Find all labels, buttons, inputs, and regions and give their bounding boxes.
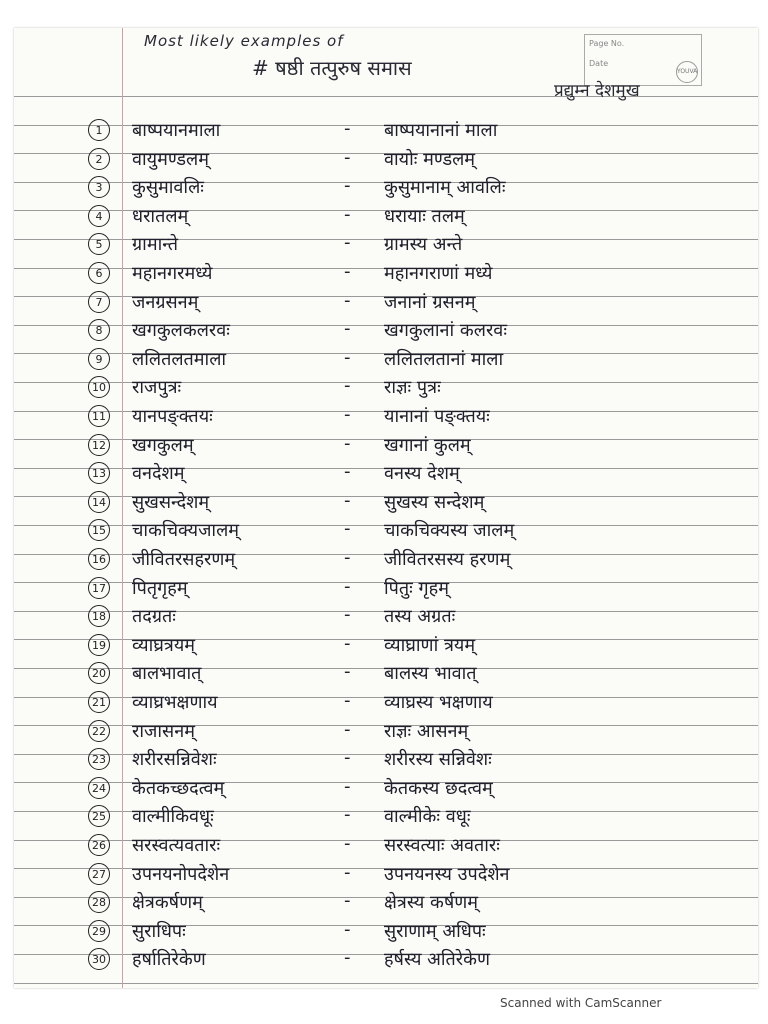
compound-word: वायुमण्डलम् <box>132 148 210 170</box>
compound-word: जीवितरसहरणम् <box>132 549 236 570</box>
page-no-label: Page No. <box>589 39 625 48</box>
list-item <box>14 173 758 201</box>
compound-word: बालभावात् <box>132 663 202 685</box>
compound-word: शरीरसन्निवेशः <box>132 749 217 771</box>
compound-word: वाल्मीकिवधूः <box>132 806 214 828</box>
vigraha-phrase: धरायाः तलम् <box>384 205 465 227</box>
separator-dash: - <box>344 833 351 854</box>
separator-dash: - <box>344 918 351 940</box>
notebook-logo: YOUVA <box>676 61 698 83</box>
item-number: 21 <box>88 691 110 713</box>
compound-word: राजपुत्रः <box>132 377 182 399</box>
vigraha-phrase: पितुः गृहम् <box>384 577 449 599</box>
vigraha-phrase: वायोः मण्डलम् <box>384 148 476 170</box>
separator-dash: - <box>344 375 351 397</box>
item-number: 4 <box>88 205 110 227</box>
compound-word: हर्षातिरेकेण <box>132 949 206 971</box>
compound-word: राजासनम् <box>132 720 195 742</box>
item-number: 29 <box>88 920 110 942</box>
vigraha-phrase: सुखस्य सन्देशम् <box>384 491 485 513</box>
list-item <box>14 202 758 230</box>
item-number: 2 <box>88 148 110 170</box>
separator-dash: - <box>344 890 351 912</box>
vigraha-phrase: ललितलतानां माला <box>384 348 504 370</box>
separator-dash: - <box>344 232 351 254</box>
vigraha-phrase: क्षेत्रस्य कर्षणम् <box>384 892 479 914</box>
item-number: 16 <box>88 548 110 570</box>
compound-word: बाष्पयानमाला <box>132 120 221 141</box>
vigraha-phrase: बालस्य भावात् <box>384 663 477 685</box>
compound-word: जनग्रसनम् <box>132 291 199 313</box>
separator-dash: - <box>344 489 351 511</box>
separator-dash: - <box>344 261 351 282</box>
separator-dash: - <box>344 118 351 139</box>
list-item <box>14 431 758 459</box>
compound-word: सुखसन्देशम् <box>132 491 210 513</box>
item-number: 17 <box>88 577 110 599</box>
item-number: 22 <box>88 720 110 742</box>
separator-dash: - <box>344 804 351 826</box>
separator-dash: - <box>344 661 351 683</box>
compound-word: सरस्वत्यवतारः <box>132 835 221 856</box>
list-item <box>14 574 758 602</box>
list-item <box>14 802 758 830</box>
separator-dash: - <box>344 175 351 197</box>
compound-word: तदग्रतः <box>132 606 176 628</box>
item-number: 20 <box>88 662 110 684</box>
vigraha-phrase: हर्षस्य अतिरेकेण <box>384 949 490 971</box>
author-name: प्रद्युम्न देशमुख <box>554 81 640 101</box>
item-number: 10 <box>88 376 110 398</box>
compound-word: केतकच्छदत्वम् <box>132 777 225 799</box>
separator-dash: - <box>344 203 351 225</box>
item-number: 28 <box>88 891 110 913</box>
compound-word: सुराधिपः <box>132 920 186 942</box>
list-item <box>14 888 758 916</box>
item-number: 13 <box>88 462 110 484</box>
compound-word: पितृगृहम् <box>132 577 188 599</box>
compound-word: धरातलम् <box>132 205 189 227</box>
vigraha-phrase: बाष्पयानानां माला <box>384 120 498 141</box>
list-item <box>14 402 758 430</box>
separator-dash: - <box>344 861 351 883</box>
title-line-2: # षष्ठी तत्पुरुष समास <box>252 56 412 80</box>
list-item <box>14 774 758 802</box>
list-item <box>14 945 758 973</box>
separator-dash: - <box>344 289 351 311</box>
item-number: 3 <box>88 176 110 198</box>
ruled-line <box>14 96 758 97</box>
separator-dash: - <box>344 404 351 425</box>
compound-word: यानपङ्क्तयः <box>132 406 213 427</box>
compound-word: चाकचिक्यजालम् <box>132 520 240 542</box>
separator-dash: - <box>344 604 351 626</box>
list-item <box>14 316 758 344</box>
vigraha-phrase: यानानां पङ्क्तयः <box>384 406 490 427</box>
list-item <box>14 545 758 573</box>
item-number: 6 <box>88 262 110 284</box>
date-label: Date <box>589 59 609 68</box>
vigraha-phrase: कुसुमानाम् आवलिः <box>384 177 506 199</box>
list-item <box>14 745 758 773</box>
compound-word: वनदेशम् <box>132 463 185 485</box>
vigraha-phrase: उपनयनस्य उपदेशेन <box>384 863 510 885</box>
vigraha-phrase: सरस्वत्याः अवतारः <box>384 835 500 856</box>
vigraha-phrase: राज्ञः आसनम् <box>384 720 469 742</box>
item-number: 25 <box>88 805 110 827</box>
item-number: 15 <box>88 519 110 541</box>
item-number: 5 <box>88 233 110 255</box>
separator-dash: - <box>344 518 351 540</box>
list-item <box>14 860 758 888</box>
compound-word: महानगरमध्ये <box>132 263 213 284</box>
item-number: 30 <box>88 948 110 970</box>
list-item <box>14 116 758 144</box>
vigraha-phrase: शरीरस्य सन्निवेशः <box>384 749 492 771</box>
list-item <box>14 488 758 516</box>
compound-word: ग्रामान्ते <box>132 234 179 256</box>
separator-dash: - <box>344 547 351 568</box>
title-line-1: Most likely examples of <box>144 32 344 50</box>
separator-dash: - <box>344 775 351 797</box>
list-item <box>14 831 758 859</box>
separator-dash: - <box>344 718 351 740</box>
separator-dash: - <box>344 947 351 969</box>
vigraha-phrase: जनानां ग्रसनम् <box>384 291 476 313</box>
separator-dash: - <box>344 632 351 654</box>
vigraha-phrase: खगकुलानां कलरवः <box>384 320 507 342</box>
compound-word: क्षेत्रकर्षणम् <box>132 892 203 914</box>
notebook-page <box>14 28 758 988</box>
separator-dash: - <box>344 432 351 454</box>
vigraha-phrase: जीवितरसस्य हरणम् <box>384 549 511 570</box>
scanner-watermark: Scanned with CamScanner <box>500 996 662 1010</box>
item-number: 27 <box>88 863 110 885</box>
separator-dash: - <box>344 346 351 368</box>
vigraha-phrase: राज्ञः पुत्रः <box>384 377 441 399</box>
list-item <box>14 631 758 659</box>
vigraha-phrase: महानगराणां मध्ये <box>384 263 493 284</box>
separator-dash: - <box>344 575 351 597</box>
compound-word: ललितलतमाला <box>132 348 227 370</box>
separator-dash: - <box>344 747 351 769</box>
separator-dash: - <box>344 318 351 340</box>
list-item <box>14 688 758 716</box>
compound-word: व्याघ्रत्रयम् <box>132 634 196 656</box>
list-item <box>14 288 758 316</box>
list-item <box>14 145 758 173</box>
vigraha-phrase: तस्य अग्रतः <box>384 606 456 628</box>
vigraha-phrase: ग्रामस्य अन्ते <box>384 234 463 256</box>
vigraha-phrase: व्याघ्रस्य भक्षणाय <box>384 692 493 713</box>
list-item <box>14 602 758 630</box>
item-number: 7 <box>88 291 110 313</box>
item-number: 1 <box>88 119 110 141</box>
item-number: 24 <box>88 777 110 799</box>
vigraha-phrase: खगानां कुलम् <box>384 434 471 456</box>
item-number: 23 <box>88 748 110 770</box>
item-number: 11 <box>88 405 110 427</box>
item-number: 12 <box>88 434 110 456</box>
item-number: 18 <box>88 605 110 627</box>
compound-word: व्याघ्रभक्षणाय <box>132 692 218 713</box>
list-item <box>14 516 758 544</box>
list-item <box>14 259 758 287</box>
vigraha-phrase: केतकस्य छदत्वम् <box>384 777 493 799</box>
item-number: 8 <box>88 319 110 341</box>
item-number: 9 <box>88 348 110 370</box>
vigraha-phrase: वाल्मीकेः वधूः <box>384 806 471 828</box>
vigraha-phrase: सुराणाम् अधिपः <box>384 920 486 942</box>
list-item <box>14 373 758 401</box>
separator-dash: - <box>344 461 351 483</box>
list-item <box>14 717 758 745</box>
list-item <box>14 917 758 945</box>
list-item <box>14 230 758 258</box>
compound-word: उपनयनोपदेशेन <box>132 863 230 885</box>
vigraha-phrase: चाकचिक्यस्य जालम् <box>384 520 515 542</box>
compound-word: खगकुलम् <box>132 434 194 456</box>
item-number: 14 <box>88 491 110 513</box>
ruled-line <box>14 983 758 984</box>
separator-dash: - <box>344 146 351 168</box>
list-item <box>14 345 758 373</box>
item-number: 19 <box>88 634 110 656</box>
separator-dash: - <box>344 690 351 711</box>
compound-word: कुसुमावलिः <box>132 177 204 199</box>
list-item <box>14 659 758 687</box>
list-item <box>14 459 758 487</box>
item-number: 26 <box>88 834 110 856</box>
compound-word: खगकुलकलरवः <box>132 320 230 342</box>
vigraha-phrase: वनस्य देशम् <box>384 463 460 485</box>
vigraha-phrase: व्याघ्राणां त्रयम् <box>384 634 476 656</box>
